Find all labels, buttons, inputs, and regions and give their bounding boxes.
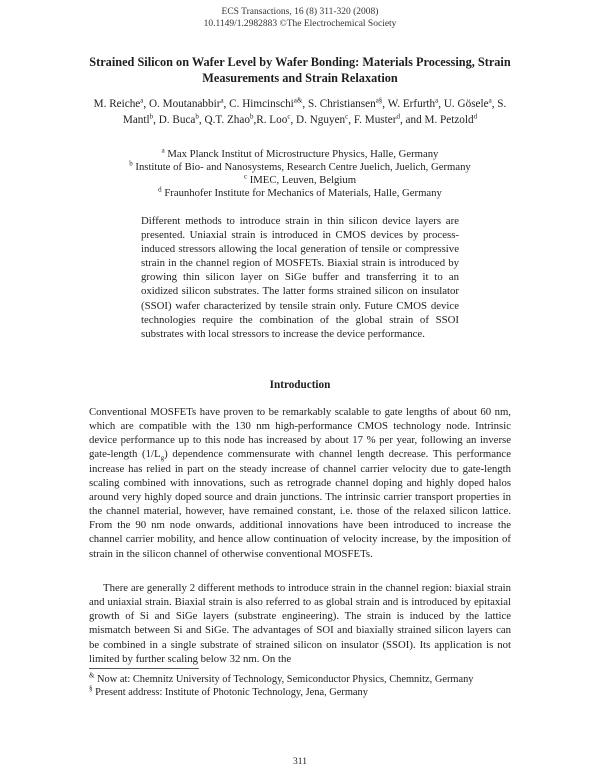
footnote-divider <box>89 668 199 669</box>
affiliation-d: $^d$ Fraunhofer Institute for Mechanics of Materials, Halle, Germany <box>158 185 442 199</box>
author-separator: , <box>382 98 388 110</box>
author-separator: , <box>438 98 444 110</box>
author-separator: , <box>143 98 149 110</box>
author-name: W. Erfurth <box>387 98 436 110</box>
author-separator: , <box>302 98 308 110</box>
author-affiliation-mark: a§ <box>375 96 383 105</box>
footnotes <box>89 673 519 699</box>
author-name: D. Buca <box>158 114 196 126</box>
footnote-section: § Present address: Institute of Photonic Technology, Jena, Germany <box>89 684 368 698</box>
affiliation-c: $^c$ IMEC, Leuven, Belgium <box>243 172 357 186</box>
author-affiliation-mark: b <box>149 112 154 121</box>
journal-header <box>0 6 600 30</box>
author-name: R. Loo <box>256 114 288 126</box>
author-affiliation-mark: d <box>396 112 400 121</box>
author-list <box>84 96 516 128</box>
author-separator: , <box>290 114 297 126</box>
affiliation-b: $^b$ Institute of Bio- and Nanosystems, Research Centre Juelich, Juelich, Germany <box>129 159 471 173</box>
section-heading-introduction: Introduction <box>269 379 331 391</box>
author-separator: , <box>491 98 498 110</box>
author-affiliation-mark: c <box>287 112 291 121</box>
author-separator: , <box>198 114 205 126</box>
intro-paragraph-1: Conventional MOSFETs have proven to be remarkably scalable to gate lengths of about 60 nm, which are compatible with the 130 nm high-performance CMOS technology node. Intrinsic device performance up to this node has increased by about 17 % per year, following an inverse gate-length $(1/L_g)$ dependence commensurate with channel length decrease. This performance increase has relied in part on the steady increase of channel carrier velocity due to gate-length scaling combined with innovations, such as retrograde channel doping and highly doped halos around very highly doped source and drain junctions. The intrinsic carrier transport properties in the channel material, however, have remained constant, i.e. those of the relaxed silicon lattice. From the 90 nm node onwards, additional innovations have been introduced to increase the channel carrier mobility, and hence allow continuation of velocity increase, by the imposition of strain in the silicon channel of otherwise conventional MOSFETs. <box>89 406 511 560</box>
author-name: S. Mantl <box>122 98 507 126</box>
author-affiliation-mark: b <box>249 112 254 121</box>
journal-citation: ECS Transactions, 16 (8) 311-320 (2008) <box>221 7 379 17</box>
author-affiliation-mark: a <box>140 96 144 105</box>
affiliation-a: $^a$ Max Planck Institut of Microstructure Physics, Halle, Germany <box>161 146 439 160</box>
doi-line: 10.1149/1.2982883 ©The Electrochemical Society <box>203 19 397 29</box>
author-affiliation-mark: c <box>345 112 349 121</box>
author-name: Q.T. Zhao <box>204 114 250 126</box>
author-name: F. Muster <box>353 114 397 126</box>
intro-paragraph-2: There are generally 2 different methods to introduce strain in the channel region: biaxial strain and uniaxial strain. Biaxial strain is also referred to as global strain and is introduced by epitaxial growth of Si and SiGe layers (substrate engineering). The strain is induced by the lattice mismatch between Si and SiGe. The advantages of SOI and biaxially strained silicon layers can be combined in a single substrate of strained silicon on insulator (SSOI). Its application is not limited by further scaling below 32 nm. On the <box>89 582 511 665</box>
author-separator: , and <box>399 114 425 126</box>
author-affiliation-mark: a <box>220 96 224 105</box>
author-name: M. Reiche <box>93 98 141 110</box>
abstract: Different methods to introduce strain in thin silicon device layers are presented. Uniaxial strain is introduced in CMOS devices by process-induced stressors allowing the local generation of tensile or compressive strain in the channel region of MOSFETs. Biaxial strain is introduced by growing thin silicon layer on SiGe buffer and transferring it to an oxidized silicon substrates. The latter forms strained silicon on insulator (SSOI) wafer characterized by tensile strain only. Future CMOS device technologies require the combination of the global strain of SSOI substrates with local stressors to increase the device performance. <box>141 215 459 340</box>
author-separator: , <box>153 114 159 126</box>
author-affiliation-mark: b <box>195 112 199 121</box>
author-separator: , <box>223 98 230 110</box>
affiliation-list <box>60 148 540 200</box>
author-name: O. Moutanabbir <box>148 98 221 110</box>
author-name: D. Nguyen <box>296 114 346 126</box>
author-affiliation-mark: d <box>473 112 478 121</box>
author-name: M. Petzold <box>424 114 474 126</box>
author-name: S. Christiansen <box>307 98 376 110</box>
author-name: C. Himcinschi <box>229 98 294 110</box>
author-separator: , <box>253 114 257 126</box>
author-affiliation-mark: a <box>488 96 492 105</box>
author-separator: , <box>348 114 354 126</box>
author-name: U. Gösele <box>443 98 489 110</box>
author-affiliation-mark: a <box>435 96 439 105</box>
paper-title: Strained Silicon on Wafer Level by Wafer Bonding: Materials Processing, Strain Measurements and Strain Relaxation <box>89 55 511 85</box>
author-affiliation-mark: a& <box>293 96 303 105</box>
footnote-ampersand: & Now at: Chemnitz University of Technology, Semiconductor Physics, Chemnitz, Germany <box>89 671 474 685</box>
page-number: 311 <box>293 757 307 767</box>
